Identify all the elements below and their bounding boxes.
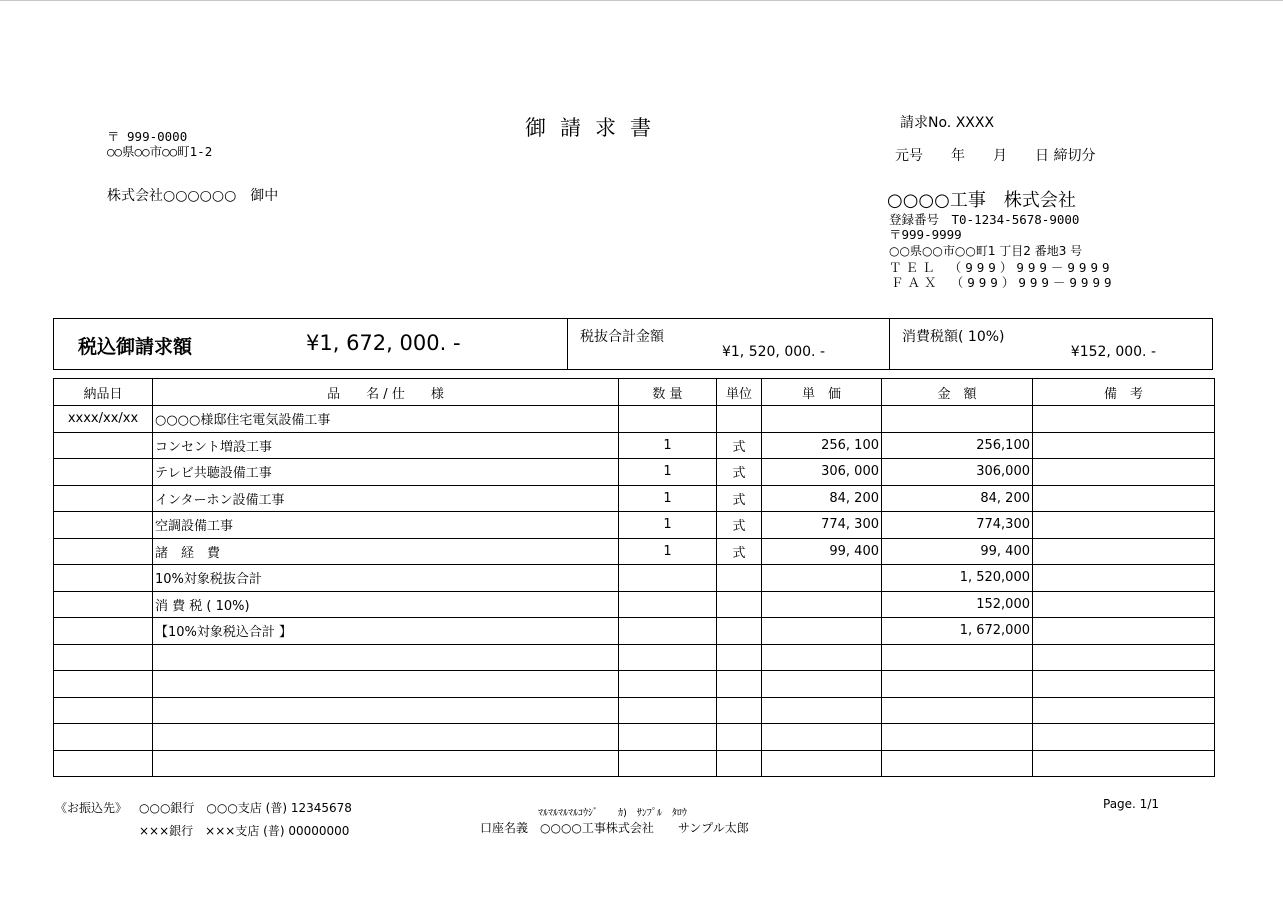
- account-holder-name: 口座名義 ○○○○工事株式会社 サンプル太郎: [480, 821, 749, 835]
- cell-date: [54, 485, 153, 512]
- cell-item: 消 費 税 ( 10%): [153, 591, 619, 618]
- cell-unit: [717, 671, 762, 698]
- bank-account-2: ×××銀行 ×××支店 (普) 00000000: [139, 824, 350, 838]
- cell-item: [153, 750, 619, 777]
- cell-item: テレビ共聴設備工事: [153, 459, 619, 486]
- bank-label: 《お振込先》: [55, 801, 128, 815]
- cell-qty: [619, 671, 717, 698]
- cell-note: [1033, 591, 1215, 618]
- cell-item: 10%対象税抜合計: [153, 565, 619, 592]
- recipient-postal: 〒 999-0000: [107, 129, 188, 144]
- cell-date: xxxx/xx/xx: [54, 406, 153, 433]
- cell-date: [54, 538, 153, 565]
- issuer-postal: 〒999-9999: [889, 227, 962, 242]
- cell-qty: 1: [619, 432, 717, 459]
- cell-qty: 1: [619, 538, 717, 565]
- total-value: ¥1, 672, 000. -: [306, 331, 461, 355]
- cell-unit: 式: [717, 459, 762, 486]
- issuer-company: ○○○○工事 株式会社: [887, 190, 1076, 211]
- cell-unit: [717, 724, 762, 751]
- cell-price: 84, 200: [762, 485, 882, 512]
- header-unit: 単位: [717, 379, 762, 406]
- cell-amount: [882, 724, 1033, 751]
- table-row: [54, 432, 1215, 459]
- issuer-fax: ＦＡＸ （999）999－9999: [891, 275, 1116, 290]
- cell-unit: [717, 565, 762, 592]
- cell-amount: 1, 672,000: [882, 618, 1033, 645]
- cell-qty: 1: [619, 485, 717, 512]
- cell-note: [1033, 459, 1215, 486]
- cell-price: [762, 697, 882, 724]
- closing-date: 元号 年 月 日 締切分: [895, 148, 1096, 164]
- cell-unit: [717, 750, 762, 777]
- cell-note: [1033, 697, 1215, 724]
- table-row: [54, 697, 1215, 724]
- cell-item: [153, 671, 619, 698]
- cell-price: [762, 406, 882, 433]
- cell-price: 306, 000: [762, 459, 882, 486]
- cell-item: [153, 697, 619, 724]
- cell-date: [54, 697, 153, 724]
- cell-date: [54, 618, 153, 645]
- cell-date: [54, 750, 153, 777]
- cell-amount: [882, 697, 1033, 724]
- cell-amount: 256,100: [882, 432, 1033, 459]
- cell-item: [153, 724, 619, 751]
- issuer-address: ○○県○○市○○町1 丁目2 番地3 号: [889, 244, 1083, 258]
- cell-unit: 式: [717, 432, 762, 459]
- cell-price: [762, 565, 882, 592]
- cell-unit: [717, 591, 762, 618]
- cell-date: [54, 432, 153, 459]
- cell-price: 99, 400: [762, 538, 882, 565]
- cell-date: [54, 644, 153, 671]
- cell-amount: 306,000: [882, 459, 1033, 486]
- subtotal-label: 税抜合計金額: [580, 329, 664, 345]
- cell-date: [54, 459, 153, 486]
- cell-qty: [619, 406, 717, 433]
- table-row: [54, 671, 1215, 698]
- cell-unit: 式: [717, 538, 762, 565]
- table-row: [54, 512, 1215, 539]
- cell-item: 【10%対象税込合計 】: [153, 618, 619, 645]
- header-date: 納品日: [54, 379, 153, 406]
- summary-tax-cell: [889, 319, 1212, 369]
- cell-note: [1033, 512, 1215, 539]
- cell-price: [762, 724, 882, 751]
- summary-total-cell: [54, 319, 567, 369]
- cell-qty: [619, 618, 717, 645]
- invoice-number: 請求No. XXXX: [900, 115, 995, 131]
- cell-item: 諸 経 費: [153, 538, 619, 565]
- page-number: Page. 1/1: [1103, 797, 1159, 811]
- cell-price: [762, 618, 882, 645]
- cell-note: [1033, 724, 1215, 751]
- cell-date: [54, 565, 153, 592]
- cell-note: [1033, 406, 1215, 433]
- table-row: [54, 591, 1215, 618]
- cell-amount: 1, 520,000: [882, 565, 1033, 592]
- subtotal-value: ¥1, 520, 000. -: [721, 344, 825, 360]
- header-price: 単 価: [762, 379, 882, 406]
- cell-unit: [717, 644, 762, 671]
- cell-date: [54, 724, 153, 751]
- issuer-registration: 登録番号 T0-1234-5678-9000: [889, 212, 1080, 227]
- cell-item: [153, 644, 619, 671]
- cell-note: [1033, 538, 1215, 565]
- cell-note: [1033, 618, 1215, 645]
- cell-note: [1033, 485, 1215, 512]
- cell-price: [762, 644, 882, 671]
- cell-amount: 774,300: [882, 512, 1033, 539]
- account-holder-kana: ﾏﾙﾏﾙﾏﾙﾏﾙｺｳｼﾞ ｶ) ｻﾝﾌﾟﾙ ﾀﾛｳ: [538, 808, 687, 819]
- cell-note: [1033, 671, 1215, 698]
- cell-amount: 99, 400: [882, 538, 1033, 565]
- table-row: [54, 750, 1215, 777]
- bank-account-1: ○○○銀行 ○○○支店 (普) 12345678: [139, 801, 352, 815]
- header-note: 備 考: [1033, 379, 1215, 406]
- cell-unit: [717, 406, 762, 433]
- summary-subtotal-cell: [567, 319, 889, 369]
- table-header-row: [54, 379, 1215, 406]
- header-qty: 数 量: [619, 379, 717, 406]
- cell-qty: [619, 644, 717, 671]
- cell-unit: 式: [717, 485, 762, 512]
- cell-note: [1033, 432, 1215, 459]
- recipient-address: ○○県○○市○○町1-2: [107, 144, 213, 159]
- cell-date: [54, 512, 153, 539]
- cell-price: [762, 750, 882, 777]
- cell-qty: 1: [619, 459, 717, 486]
- cell-date: [54, 671, 153, 698]
- cell-amount: [882, 644, 1033, 671]
- document-title: 御請求書: [525, 116, 665, 140]
- cell-price: [762, 591, 882, 618]
- cell-note: [1033, 750, 1215, 777]
- header-item: 品 名 / 仕 様: [153, 379, 619, 406]
- top-border-line: [0, 0, 1283, 1]
- cell-item: ○○○○様邸住宅電気設備工事: [153, 406, 619, 433]
- table-row: [54, 618, 1215, 645]
- tax-value: ¥152, 000. -: [1070, 344, 1156, 360]
- cell-price: 774, 300: [762, 512, 882, 539]
- cell-item: コンセント増設工事: [153, 432, 619, 459]
- cell-qty: [619, 591, 717, 618]
- table-row: [54, 538, 1215, 565]
- tax-label: 消費税額( 10%): [902, 329, 1005, 345]
- cell-amount: 152,000: [882, 591, 1033, 618]
- cell-qty: [619, 724, 717, 751]
- cell-unit: [717, 697, 762, 724]
- summary-box: [53, 318, 1213, 370]
- cell-amount: [882, 750, 1033, 777]
- cell-qty: [619, 750, 717, 777]
- cell-qty: [619, 697, 717, 724]
- cell-item: 空調設備工事: [153, 512, 619, 539]
- recipient-name: 株式会社○○○○○○ 御中: [107, 188, 279, 204]
- cell-qty: 1: [619, 512, 717, 539]
- cell-price: [762, 671, 882, 698]
- table-row: [54, 459, 1215, 486]
- table-row: [54, 644, 1215, 671]
- cell-qty: [619, 565, 717, 592]
- cell-item: インターホン設備工事: [153, 485, 619, 512]
- total-label: 税込御請求額: [78, 336, 193, 358]
- header-amount: 金 額: [882, 379, 1033, 406]
- table-row: [54, 565, 1215, 592]
- invoice-items-table: [53, 378, 1215, 777]
- cell-note: [1033, 644, 1215, 671]
- table-row: [54, 406, 1215, 433]
- cell-unit: [717, 618, 762, 645]
- table-row: [54, 724, 1215, 751]
- cell-amount: 84, 200: [882, 485, 1033, 512]
- cell-note: [1033, 565, 1215, 592]
- cell-amount: [882, 671, 1033, 698]
- table-row: [54, 485, 1215, 512]
- cell-unit: 式: [717, 512, 762, 539]
- issuer-tel: ＴＥＬ （999）999－9999: [889, 260, 1114, 275]
- cell-amount: [882, 406, 1033, 433]
- cell-price: 256, 100: [762, 432, 882, 459]
- cell-date: [54, 591, 153, 618]
